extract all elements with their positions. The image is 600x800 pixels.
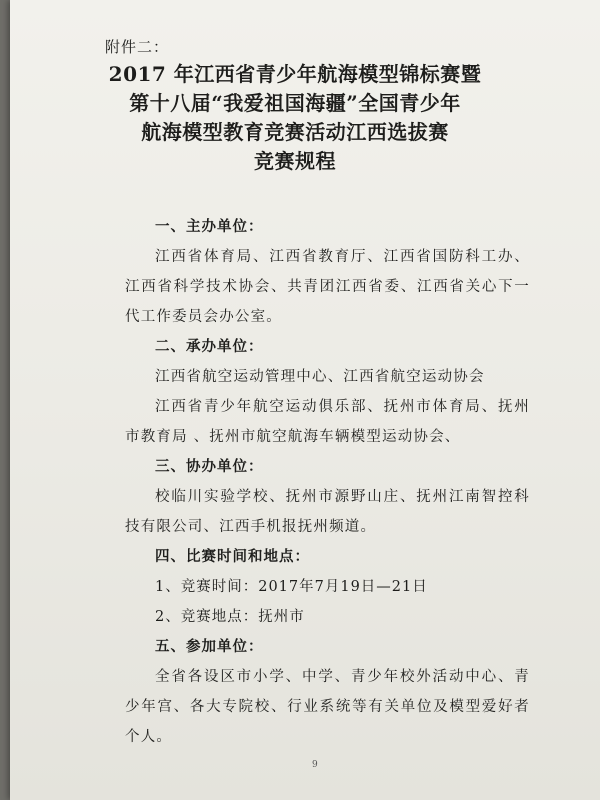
competition-place: 2、竞赛地点：抚州市 (155, 609, 305, 625)
section-heading-participants: 五、参加单位： (155, 638, 264, 655)
title-line-2: 第十八届“我爱祖国海疆”全国青少年 (129, 91, 461, 115)
host-text-2: 江西省青少年航空运动俱乐部、抚州市体育局、抚州市教育局 、抚州市航空航海车辆模型运动协会、 (125, 399, 530, 445)
section-heading-time-place: 四、比赛时间和地点： (155, 548, 310, 565)
document-title (10, 60, 580, 176)
host-text-1: 江西省航空运动管理中心、江西省航空运动协会 (155, 369, 485, 385)
attachment-label: 附件二： (105, 38, 170, 56)
title-line-3: 航海模型教育竞赛活动江西选拔赛 (141, 120, 449, 144)
section-heading-co-organizer: 三、协办单位： (155, 458, 264, 475)
document-page (10, 0, 600, 800)
co-organizer-text: 校临川实验学校、抚州市源野山庄、抚州江南智控科技有限公司、江西手机报抚州频道。 (125, 489, 530, 535)
participants-text: 全省各设区市小学、中学、青少年校外活动中心、青少年宫、各大专院校、行业系统等有关单位及模型爱好者个人。 (125, 669, 530, 745)
title-line-4: 竞赛规程 (254, 149, 336, 173)
title-line-1: 2017 年江西省青少年航海模型锦标赛暨 (108, 62, 482, 86)
organizer-text: 江西省体育局、江西省教育厅、江西省国防科工办、江西省科学技术协会、共青团江西省委、江西省关心下一代工作委员会办公室。 (125, 249, 530, 325)
competition-time: 1、竞赛时间：2017年7月19日—21日 (155, 579, 428, 595)
section-heading-host: 二、承办单位： (155, 338, 264, 355)
page-number: 9 (312, 760, 318, 770)
document-body (125, 212, 530, 752)
section-heading-organizer: 一、主办单位： (155, 218, 264, 235)
